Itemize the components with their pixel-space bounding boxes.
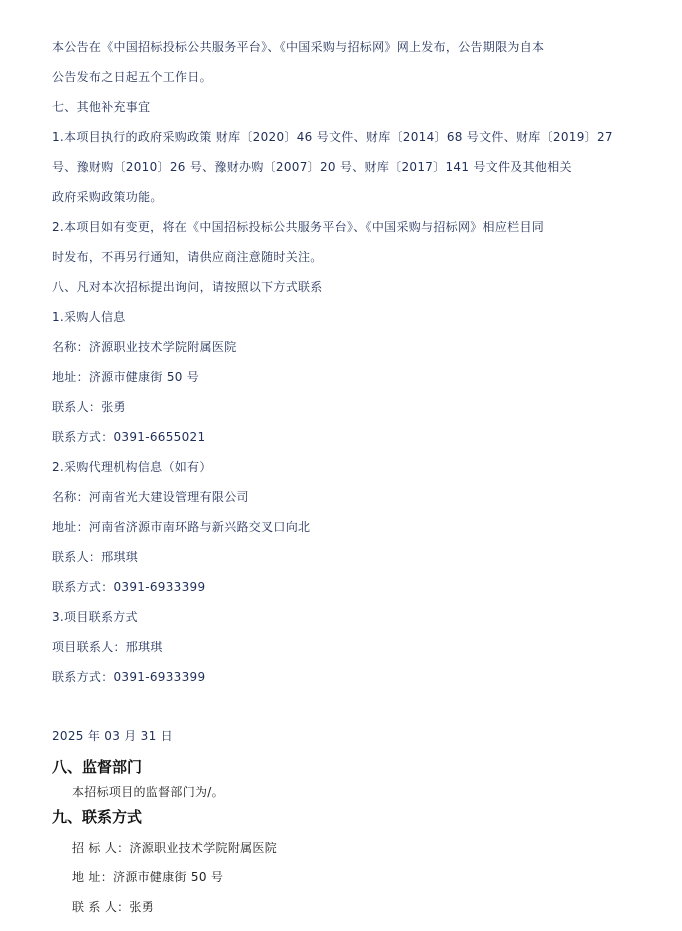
supervision-heading: 八、监督部门 bbox=[52, 758, 143, 776]
buyer-contact-person: 联系人：张勇 bbox=[52, 400, 126, 414]
project-contact-title: 3.项目联系方式 bbox=[52, 610, 138, 624]
policy-item-1-line-2: 号、豫财购〔2010〕26 号、豫财办购〔2007〕20 号、财库〔2017〕141 号文件及其他相关 bbox=[52, 160, 572, 174]
agent-contact-person: 联系人：邢琪琪 bbox=[52, 550, 139, 564]
policy-item-2-line-1: 2.本项目如有变更，将在《中国招标投标公共服务平台》、《中国采购与招标网》相应栏目同 bbox=[52, 220, 545, 234]
policy-item-1-line-1: 1.本项目执行的政府采购政策 财库〔2020〕46 号文件、财库〔2014〕68 号文件、财库〔2019〕27 bbox=[52, 130, 613, 144]
buyer-info-title: 1.采购人信息 bbox=[52, 310, 126, 324]
policy-item-1-line-3: 政府采购政策功能。 bbox=[52, 190, 163, 204]
agent-name: 名称：河南省光大建设管理有限公司 bbox=[52, 490, 249, 504]
agent-phone: 联系方式：0391-6933399 bbox=[52, 580, 206, 594]
notice-date: 2025 年 03 月 31 日 bbox=[52, 729, 173, 743]
buyer-name: 名称：济源职业技术学院附属医院 bbox=[52, 340, 237, 354]
contact-tenderer: 招 标 人：济源职业技术学院附属医院 bbox=[72, 841, 278, 855]
section-7-heading: 七、其他补充事宜 bbox=[52, 100, 151, 114]
section-8-inquiry-heading: 八、凡对本次招标提出询问，请按照以下方式联系 bbox=[52, 280, 323, 294]
notice-publish-line-1: 本公告在《中国招标投标公共服务平台》、《中国采购与招标网》网上发布，公告期限为自本 bbox=[52, 40, 545, 54]
contact-heading: 九、联系方式 bbox=[52, 808, 143, 826]
buyer-address: 地址：济源市健康街 50 号 bbox=[52, 370, 200, 384]
agent-info-title: 2.采购代理机构信息（如有） bbox=[52, 460, 212, 474]
project-phone: 联系方式：0391-6933399 bbox=[52, 670, 206, 684]
agent-address: 地址：河南省济源市南环路与新兴路交叉口向北 bbox=[52, 520, 311, 534]
project-contact-person: 项目联系人：邢琪琪 bbox=[52, 640, 163, 654]
supervision-text: 本招标项目的监督部门为/。 bbox=[72, 785, 224, 799]
notice-publish-line-2: 公告发布之日起五个工作日。 bbox=[52, 70, 212, 84]
contact-person: 联 系 人：张勇 bbox=[72, 900, 155, 914]
policy-item-2-line-2: 时发布，不再另行通知，请供应商注意随时关注。 bbox=[52, 250, 323, 264]
buyer-phone: 联系方式：0391-6655021 bbox=[52, 430, 206, 444]
contact-address: 地 址：济源市健康街 50 号 bbox=[72, 870, 224, 884]
